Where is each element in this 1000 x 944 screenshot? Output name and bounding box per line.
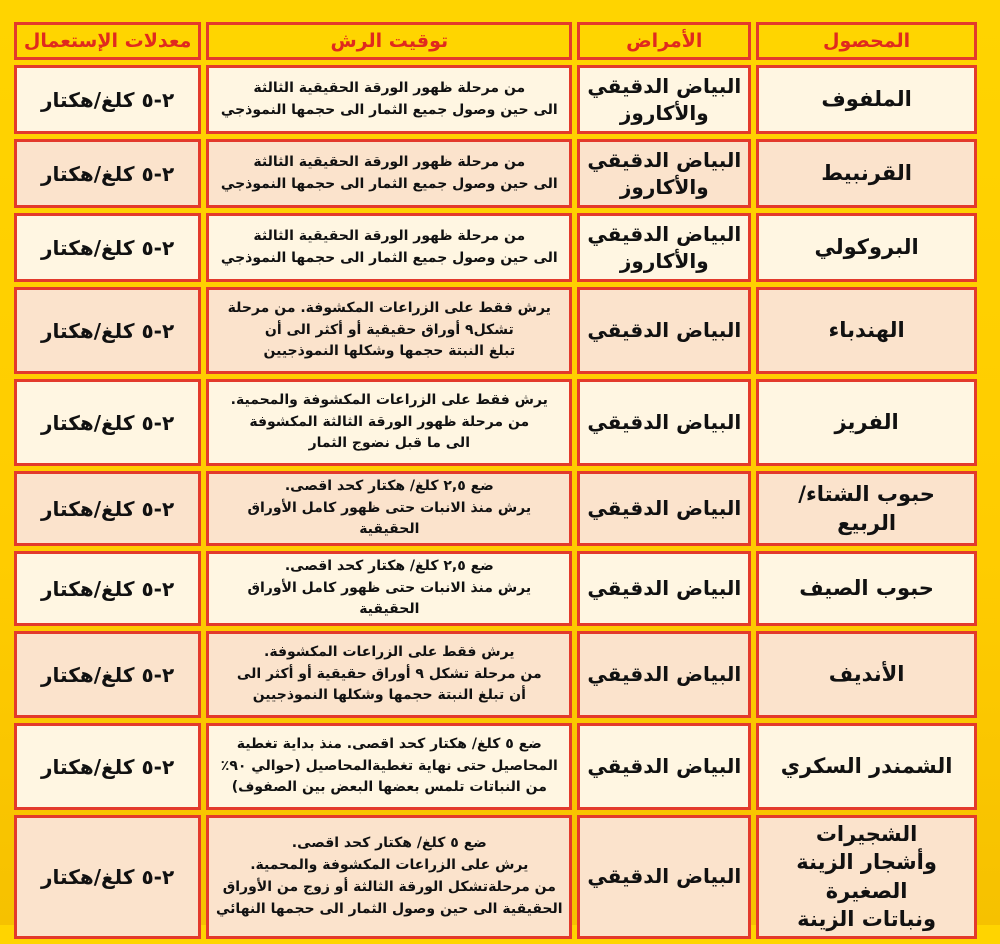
crop-cell-line: القرنبيط xyxy=(821,161,912,186)
crop-cell xyxy=(756,65,977,134)
timing-cell-line: أن تبلغ النبتة حجمها وشكلها النموذجيين xyxy=(252,687,526,704)
table-row xyxy=(14,551,977,626)
disease-cell-line: البياض الدقيقي xyxy=(587,73,742,98)
table-row xyxy=(14,65,977,134)
timing-cell-line: تشكل٩ أوراق حقيقية أو أكثر الى أن xyxy=(264,321,514,338)
timing-cell-line: ضع ٥ كلغ/ هكتار كحد اقصى. xyxy=(291,835,487,852)
table-row xyxy=(14,631,977,718)
header-timing: توقيت الرش xyxy=(206,22,572,60)
timing-cell-line: ضع ٢,٥ كلغ/ هكتار كحد اقصى. xyxy=(284,558,494,575)
crop-cell-line: الهندباء xyxy=(828,318,905,343)
crop-cell-line: الشمندر السكري xyxy=(780,754,953,779)
disease-cell-line: البياض الدقيقي xyxy=(587,662,742,687)
rate-cell: ٢-٥ كلغ/هكتار xyxy=(14,815,201,938)
rate-cell: ٢-٥ كلغ/هكتار xyxy=(14,65,201,134)
timing-cell-line: ضع ٥ كلغ/ هكتار كحد اقصى. منذ بداية تغطية xyxy=(236,736,542,753)
crop-cell xyxy=(756,213,977,282)
rate-cell: ٢-٥ كلغ/هكتار xyxy=(14,471,201,546)
timing-cell-line: من مرحلةتشكل الورقة الثالثة أو زوج من الأوراق xyxy=(222,878,556,895)
crop-cell-line: حبوب الشتاء/ الربيع xyxy=(798,482,935,535)
disease-cell-line: البياض الدقيقي xyxy=(587,221,742,246)
rate-cell: ٢-٥ كلغ/هكتار xyxy=(14,631,201,718)
timing-cell xyxy=(206,139,572,208)
disease-cell xyxy=(577,379,751,466)
crop-cell xyxy=(756,379,977,466)
rate-cell: ٢-٥ كلغ/هكتار xyxy=(14,139,201,208)
table-row xyxy=(14,379,977,466)
header-crop: المحصول xyxy=(756,22,977,60)
timing-cell-line: الى حين وصول جميع الثمار الى حجمها النموذجي xyxy=(220,101,558,118)
crop-cell-line: وأشجار الزينة الصغيرة xyxy=(796,850,937,903)
timing-cell xyxy=(206,379,572,466)
disease-cell xyxy=(577,213,751,282)
timing-cell xyxy=(206,471,572,546)
disease-cell-line: والأكاروز xyxy=(619,248,709,273)
disease-cell-line: البياض الدقيقي xyxy=(587,864,742,889)
timing-cell-line: يرش منذ الانبات حتى ظهور كامل الأوراق الحقيقية xyxy=(247,579,532,618)
crop-cell-line: الأنديف xyxy=(828,662,905,687)
disease-cell xyxy=(577,815,751,938)
rate-cell: ٢-٥ كلغ/هكتار xyxy=(14,723,201,810)
crop-cell xyxy=(756,287,977,374)
disease-cell xyxy=(577,139,751,208)
crop-cell-line: حبوب الصيف xyxy=(799,576,934,601)
disease-cell xyxy=(577,631,751,718)
crop-cell xyxy=(756,139,977,208)
timing-cell-line: المحاصيل حتى نهاية تغطيةالمحاصيل (حوالي ٩٠٪ xyxy=(220,757,558,774)
timing-cell-line: من مرحلة ظهور الورقة الحقيقية الثالثة xyxy=(253,79,526,96)
disease-cell xyxy=(577,551,751,626)
timing-cell-line: ضع ٢,٥ كلغ/ هكتار كحد اقصى. xyxy=(284,478,494,494)
header-disease: الأمراض xyxy=(577,22,751,60)
disease-cell xyxy=(577,471,751,546)
disease-cell-line: والأكاروز xyxy=(619,174,709,199)
disease-cell xyxy=(577,65,751,134)
timing-cell-line: الحقيقية الى حين وصول الثمار الى حجمها النهائي xyxy=(216,900,563,917)
timing-cell xyxy=(206,631,572,718)
crop-cell-line: الفريز xyxy=(834,410,899,435)
timing-cell-line: يرش فقط على الزراعات المكشوفة والمحمية. xyxy=(230,391,548,408)
timing-cell-line: يرش فقط على الزراعات المكشوفة. من مرحلة xyxy=(227,299,551,316)
rate-cell: ٢-٥ كلغ/هكتار xyxy=(14,551,201,626)
table-row xyxy=(14,287,977,374)
header-rate: معدلات الإستعمال xyxy=(14,22,201,60)
crop-cell xyxy=(756,471,977,546)
table-wrapper xyxy=(9,17,982,932)
timing-cell-line: من مرحلة ظهور الورقة الحقيقية الثالثة xyxy=(253,153,526,170)
timing-cell xyxy=(206,815,572,938)
header-row xyxy=(14,22,977,60)
disease-cell xyxy=(577,287,751,374)
crop-cell-line: البروكولي xyxy=(814,235,919,260)
crop-cell xyxy=(756,815,977,938)
application-rates-table xyxy=(9,17,982,944)
crop-cell xyxy=(756,631,977,718)
timing-cell xyxy=(206,551,572,626)
rate-cell: ٢-٥ كلغ/هكتار xyxy=(14,213,201,282)
disease-cell-line: البياض الدقيقي xyxy=(587,754,742,779)
disease-cell-line: البياض الدقيقي xyxy=(587,410,742,434)
crop-cell-line: الشجيرات xyxy=(815,822,918,847)
crop-cell xyxy=(756,551,977,626)
table-row xyxy=(14,213,977,282)
crop-cell-line: الملفوف xyxy=(821,87,912,112)
table-row xyxy=(14,723,977,810)
timing-cell xyxy=(206,213,572,282)
timing-cell-line: من مرحلة تشكل ٩ أوراق حقيقية أو أكثر الى xyxy=(236,665,542,682)
table-row xyxy=(14,139,977,208)
table-row xyxy=(14,815,977,938)
timing-cell xyxy=(206,723,572,810)
timing-cell-line: الى حين وصول جميع الثمار الى حجمها النموذجي xyxy=(220,249,558,266)
crop-cell xyxy=(756,723,977,810)
rate-cell: ٢-٥ كلغ/هكتار xyxy=(14,379,201,466)
timing-cell-line: من مرحلة ظهور الورقة الثالثة المكشوفة xyxy=(249,413,530,430)
disease-cell-line: البياض الدقيقي xyxy=(587,496,742,521)
timing-cell-line: من مرحلة ظهور الورقة الحقيقية الثالثة xyxy=(253,227,526,244)
timing-cell-line: الى ما قبل نضوج الثمار xyxy=(308,435,470,452)
disease-cell-line: البياض الدقيقي xyxy=(587,147,742,172)
disease-cell-line: البياض الدقيقي xyxy=(587,318,742,342)
timing-cell-line: من النباتات تلمس بعضها البعض بين الصفوف) xyxy=(231,779,547,796)
disease-cell-line: البياض الدقيقي xyxy=(587,576,742,601)
disease-cell-line: والأكاروز xyxy=(619,100,709,125)
timing-cell-line: تبلغ النبتة حجمها وشكلها النموذجيين xyxy=(263,343,516,360)
timing-cell-line: يرش منذ الانبات حتى ظهور كامل الأوراق الحقيقية xyxy=(247,499,532,538)
crop-cell-line: ونباتات الزينة xyxy=(797,907,937,932)
timing-cell xyxy=(206,65,572,134)
table-row xyxy=(14,471,977,546)
rate-cell: ٢-٥ كلغ/هكتار xyxy=(14,287,201,374)
timing-cell-line: الى حين وصول جميع الثمار الى حجمها النموذجي xyxy=(220,175,558,192)
timing-cell-line: يرش فقط على الزراعات المكشوفة. xyxy=(264,644,515,661)
disease-cell xyxy=(577,723,751,810)
timing-cell-line: يرش على الزراعات المكشوفة والمحمية. xyxy=(250,857,529,874)
timing-cell xyxy=(206,287,572,374)
